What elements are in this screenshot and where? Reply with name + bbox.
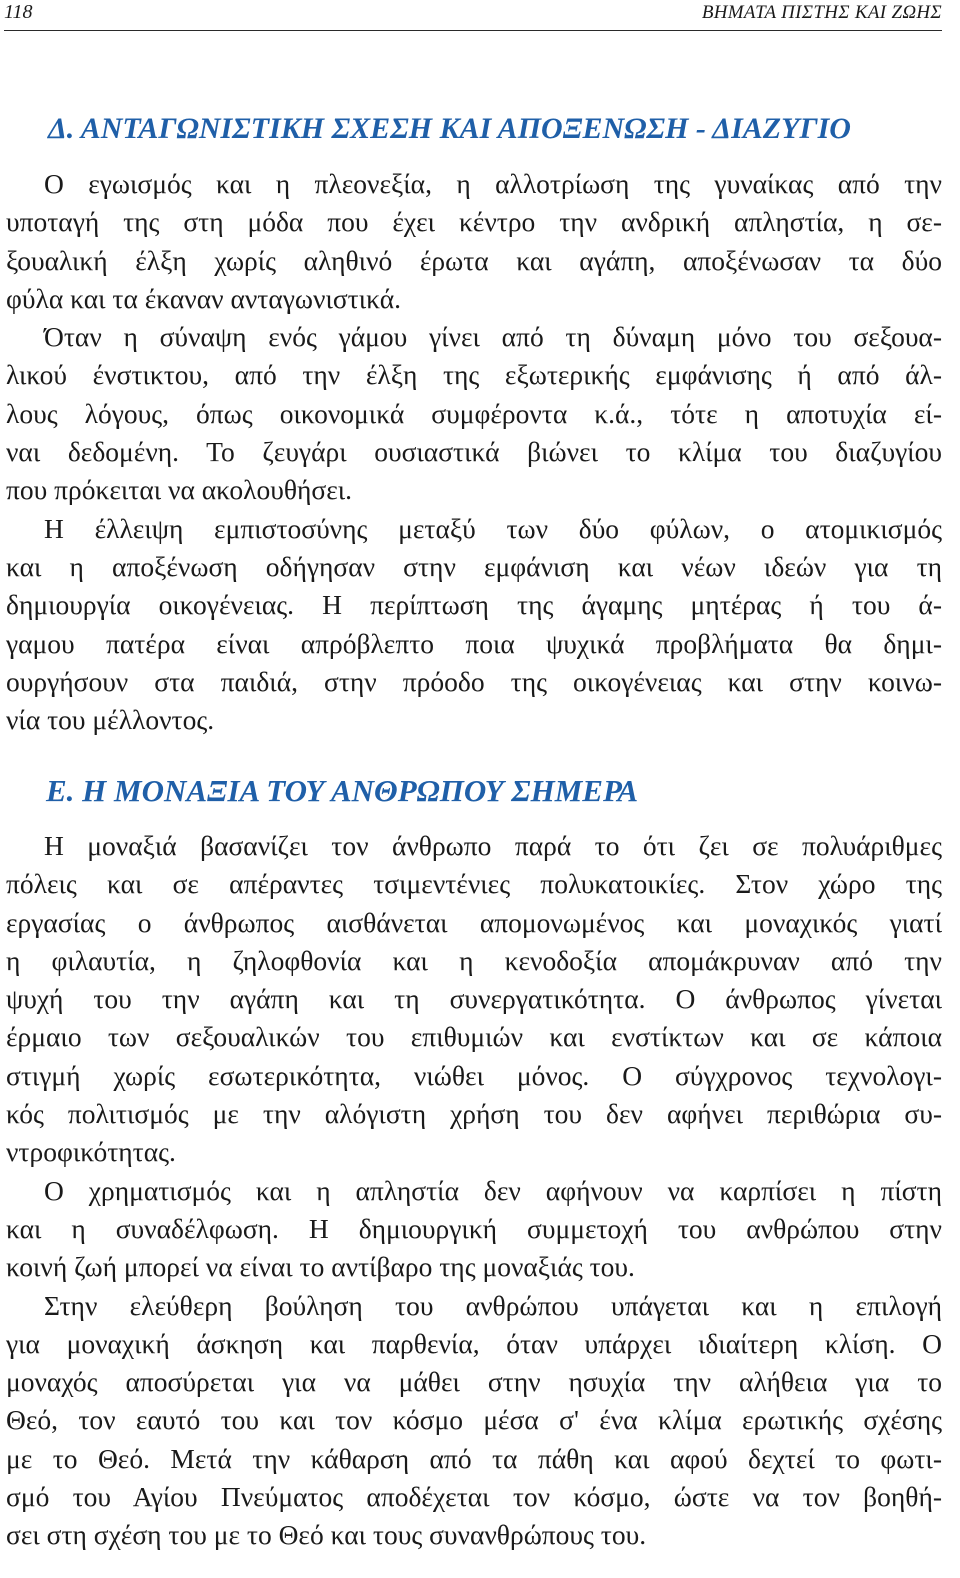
paragraph [6,1287,942,1555]
section-heading-e: Ε. Η ΜΟΝΑΞΙΑ ΤΟΥ ΑΝΘΡΩΠΟΥ ΣΗΜΕΡΑ [46,773,639,808]
text-line: με το Θεό. Μετά την κάθαρση από τα πάθη και αφού δεχτεί το φωτι- [6,1442,942,1474]
text-line: κός πολιτισμός με την αλόγιστη χρήση του δεν αφήνει περιθώρια συ- [6,1098,942,1130]
text-line: ουργήσουν στα παιδιά, στην πρόοδο της οικογένειας και στην κοινω- [6,665,942,697]
text-line: σμό του Αγίου Πνεύματος αποδέχεται τον κόσμο, ώστε να τον βοηθή- [6,1481,942,1513]
text-line: και η αποξένωση οδήγησαν στην εμφάνιση και νέων ιδεών για τη [6,550,942,582]
running-header [4,0,942,31]
text-line: και η συναδέλφωση. Η δημιουργική συμμετοχή του ανθρώπου στην [6,1212,942,1244]
text-line: που πρόκειται να ακολουθήσει. [6,474,353,506]
text-line: η φιλαυτία, η ζηλοφθονία και η κενοδοξία απομάκρυναν από την [6,944,942,976]
text-line: Ο εγωισμός και η πλεονεξία, η αλλοτρίωση της γυναίκας από την [44,168,942,199]
text-line: Η μοναξιά βασανίζει τον άνθρωπο παρά το ότι ζει σε πολυάριθμες [44,830,942,861]
text-line: στιγμή χωρίς εσωτερικότητα, νιώθει μόνος. Ο σύγχρονος τεχνολογι- [6,1059,942,1091]
text-line: υποταγή της στη μόδα που έχει κέντρο την ανδρική απληστία, η σε- [6,206,942,238]
page-number: 118 [4,1,33,23]
section-d-body [6,165,942,739]
text-line: έρμαιο των σεξουαλικών του επιθυμιών και ενστίκτων και σε κάποια [6,1021,942,1053]
text-line: γαμου πατέρα είναι απρόβλεπτο ποια ψυχικά προβλήματα θα δημι- [6,627,942,659]
paragraph [6,318,942,509]
text-line: δημιουργία οικογένειας. Η περίπτωση της άγαμης μητέρας ή του ά- [6,589,942,621]
text-line: ψυχή του την αγάπη και τη συνεργατικότητα. Ο άνθρωπος γίνεται [6,983,942,1015]
text-line: Θεό, τον εαυτό του και τον κόσμο μέσα σ' ένα κλίμα ερωτικής σχέσης [6,1404,942,1436]
text-line: ντροφικότητας. [6,1136,176,1168]
paragraph [6,510,942,740]
paragraph [6,827,942,1172]
text-line: ξουαλική έλξη χωρίς αληθινό έρωτα και αγάπη, αποξένωσαν τα δύο [6,244,942,276]
text-line: για μοναχική άσκηση και παρθενία, όταν υπάρχει ιδιαίτερη κλίση. Ο [6,1327,942,1359]
section-heading-d: Δ. ΑΝΤΑΓΩΝΙΣΤΙΚΗ ΣΧΕΣΗ ΚΑΙ ΑΠΟΞΕΝΩΣΗ - ΔΙΑΖΥΓΙΟ [48,112,851,145]
text-line: Ο χρηματισμός και η απληστία δεν αφήνουν να καρπίσει η πίστη [44,1174,942,1206]
paragraph [6,1172,942,1287]
section-e-body [6,827,942,1555]
text-line: λικού ένστικτου, από την έλξη της εξωτερικής εμφάνισης ή από άλ- [6,359,942,391]
text-line: κοινή ζωή μπορεί να είναι το αντίβαρο της μοναξιάς του. [6,1251,635,1283]
book-title: ΒΗΜΑΤΑ ΠΙΣΤΗΣ ΚΑΙ ΖΩΗΣ [701,2,942,23]
text-line: φύλα και τα έκαναν ανταγωνιστικά. [6,282,402,314]
text-line: νία του μέλλοντος. [6,704,215,736]
text-line: Όταν η σύναψη ενός γάμου γίνει από τη δύναμη μόνο του σεξουα- [44,321,942,353]
text-line: Η έλλειψη εμπιστοσύνης μεταξύ των δύο φύλων, ο ατομικισμός [44,512,942,544]
text-line: μοναχός αποσύρεται για να μάθει στην ησυχία την αλήθεια για το [6,1366,942,1398]
text-line: πόλεις και σε απέραντες τσιμεντένιες πολυκατοικίες. Στον χώρο της [6,868,942,900]
text-line: εργασίας ο άνθρωπος αισθάνεται απομονωμένος και μοναχικός γιατί [6,906,942,938]
paragraph [6,165,942,318]
text-line: σει στη σχέση του με το Θεό και τους συνανθρώπους του. [6,1519,647,1551]
text-line: λους λόγους, όπως οικονομικά συμφέροντα κ.ά., τότε η αποτυχία εί- [6,397,942,429]
text-line: Στην ελεύθερη βούληση του ανθρώπου υπάγεται και η επιλογή [44,1289,942,1321]
text-line: ναι δεδομένη. Το ζευγάρι ουσιαστικά βιώνει το κλίμα του διαζυγίου [6,436,942,468]
